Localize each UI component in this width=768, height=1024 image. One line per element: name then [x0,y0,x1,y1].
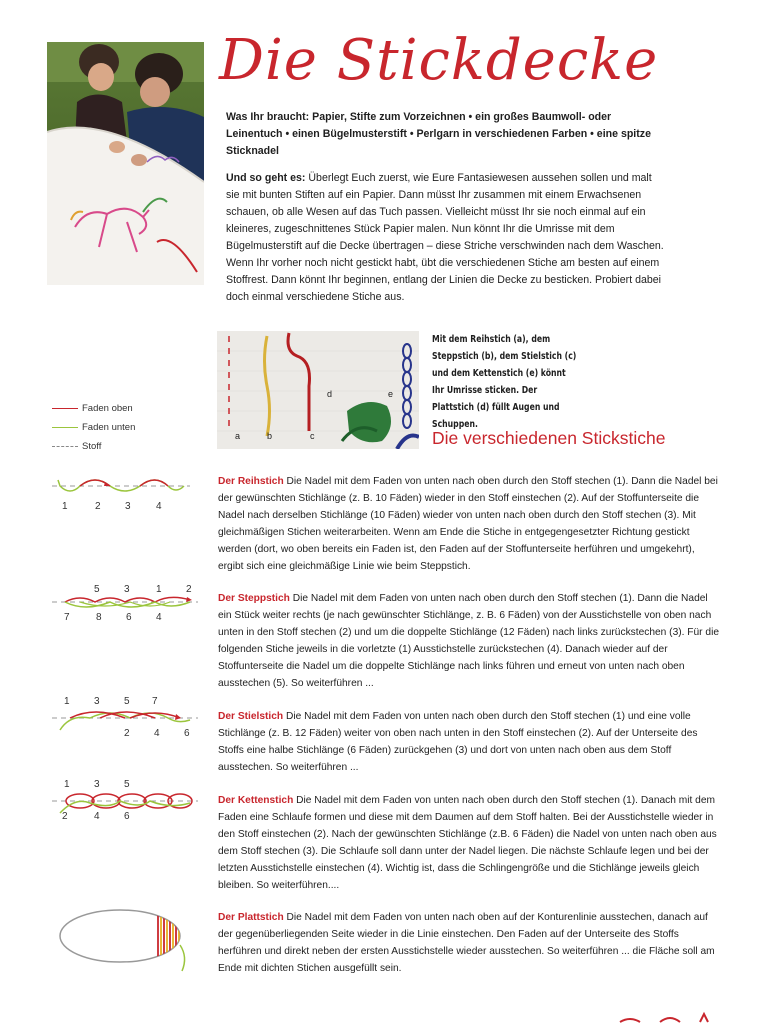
stem-stitch-diagram [50,694,200,740]
howto-paragraph [226,170,666,306]
stitch-name: Der Steppstich [218,593,290,604]
photo-label-d: d [327,389,333,399]
page-title: Die Stickdecke [219,28,659,93]
step-number: 2 [186,584,192,595]
step-number: 4 [94,811,100,822]
photo-label-b: b [267,431,273,441]
legend-label: Stoff [82,441,102,452]
red-line-icon [52,408,78,409]
intro-text [226,109,666,316]
step-number: 7 [64,612,70,623]
stitch-samples-photo [217,331,419,449]
step-number: 1 [156,584,162,595]
step-number: 3 [94,779,100,790]
diagram-legend [52,399,135,456]
materials-lead: Was Ihr braucht: [226,111,313,123]
step-number: 6 [126,612,132,623]
legend-item-thread-top [52,399,135,418]
materials-paragraph [226,109,666,160]
photo-label-a: a [235,431,241,441]
stitch-description: Die Nadel mit dem Faden von unten nach oben durch den Stoff stechen (1) und eine volle Stichlänge (z. B. 12 Fäden) weiter von oben nach unten in den Stoff einstechen (2). Auf der Unterseite des Stoffs eine halbe Stichlänge (6 Fäden) zurückgehen (3) und dort von unten nach oben aus dem Stoff ausstechen. So weiterführen ... [218,711,698,773]
step-number: 3 [125,501,131,512]
step-number: 5 [124,779,130,790]
chain-stitch-diagram [50,777,200,823]
stitch-name: Der Reihstich [218,476,284,487]
photo-label-c: c [310,431,315,441]
stitch-name: Der Kettenstich [218,795,294,806]
stitch-description: Die Nadel mit dem Faden von unten nach oben auf der Konturenlinie ausstechen, danach auf der gegenüberliegenden Seite wieder in die Linie einstechen. Den Faden auf der Unterseite des Stoffs herführen und direkt neben der ersten Ausstichstelle wieder ausstechen. So weiterführen ... die Fläche soll am Ende mit dichten Stichen ausgefüllt sein. [218,912,715,974]
howto-lead: Und so geht es: [226,172,309,184]
chain-stitch-text [218,792,722,894]
running-stitch-diagram [50,472,200,516]
step-number: 1 [64,696,70,707]
step-number: 6 [124,811,130,822]
legend-label: Faden unten [82,422,136,433]
step-number: 4 [156,501,162,512]
running-stitch-text [218,473,722,575]
howto-text: Überlegt Euch zuerst, wie Eure Fantasiewesen aussehen sollen und malt sie mit bunten Stiften auf ein Papier. Dann müsst Ihr zusammen mit einem Erwachsenen schauen, ob alle Wesen auf das Tuch passen. Vielleicht müsst Ihr sie noch einmal auf ein kleineres, zugeschnittenes Stück Papier malen. Nun könnt Ihr die Umrisse mit dem Bügelmusterstift auf die Decke übertragen – diese Striche verschwinden nach dem Waschen. Wenn Ihr vorher noch nicht gestickt habt, übt die verschiedenen Stiche am besten auf einem Stoffrest. Dann könnt Ihr beginnen, entlang der Linien die Decke zu besticken. Probiert dabei doch einmal verschiedene Stiche aus. [226,172,664,303]
step-number: 4 [156,612,162,623]
step-number: 2 [124,728,130,739]
step-number: 2 [62,811,68,822]
stitch-description: Die Nadel mit dem Faden von unten nach oben durch den Stoff stechen (1). Danach mit dem Faden eine Schlaufe formen und diese mit dem Daumen auf dem Stoff halten. Bei der Ausstichstelle wieder in den Stoff einstechen (2). Nach der gewünschten Stichlänge (z.B. 6 Fäden) die Nadel von unten nach oben aus dem Stoff stechen (3). Die Schlaufe soll dann unter der Nadel liegen. Die nächste Schlaufe legen und bei der letzten Ausstichstelle einstechen (4). Wichtig ist, dass die Schlingengröße und die Stichlänge jeweils gleich bleiben. So weiterführen.... [218,795,717,891]
step-number: 7 [152,696,158,707]
stitch-name: Der Plattstich [218,912,284,923]
step-number: 8 [96,612,102,623]
children-embroidering-photo [47,42,204,285]
photo-caption: Mit dem Reihstich (a), dem Steppstich (b), dem Stielstich (c) und dem Kettenstich (e) könnt Ihr Umrisse sticken. Der Plattstich (d) füllt Augen und Schuppen. [432,334,577,430]
materials-list: Papier, Stifte zum Vorzeichnen • ein großes Baumwoll- oder Leinentuch • einen Bügelmusterstift • Perlgarn in verschiedenen Farben • eine spitze Sticknadel [226,111,651,157]
step-number: 1 [62,501,68,512]
stitch-description: Die Nadel mit dem Faden von unten nach oben durch den Stoff stechen (1). Dann die Nadel bei der gewünschten Stichlänge (z. B. 10 Fäden) wieder in den Stoff einstechen (2). Auf der Stoffunterseite die Nadel nach derselben Stichlänge (10 Fäden) wieder von unten nach oben durch den Stoff stechen (3). Mit gleichmäßigen Stichen weiterarbeiten. Wenn am Ende die Stiche in entgegengesetzter Richtung gestickt werden (dort, wo oben bereits ein Faden ist, den Faden auf der Stoffunterseite herführen und umgekehrt), ergibt sich eine gleichmäßige Linie wie beim Steppstich. [218,476,718,572]
backstitch-diagram [50,580,200,624]
step-number: 5 [94,584,100,595]
legend-label: Faden oben [82,403,133,414]
stem-stitch-text [218,708,722,776]
green-line-icon [52,427,78,428]
backstitch-text [218,590,722,692]
step-number: 4 [154,728,160,739]
step-number: 1 [64,779,70,790]
step-number: 2 [95,501,101,512]
satin-stitch-diagram [50,905,200,975]
stitch-name: Der Stielstich [218,711,284,722]
dashed-line-icon [52,446,78,447]
footer-logo-mark [600,1010,740,1024]
step-number: 3 [94,696,100,707]
legend-item-thread-bottom [52,418,135,437]
step-number: 3 [124,584,130,595]
legend-item-fabric [52,437,135,456]
photo-label-e: e [388,389,394,399]
satin-stitch-text [218,909,722,977]
section-subtitle: Die verschiedenen Stickstiche [432,428,666,448]
stitch-description: Die Nadel mit dem Faden von unten nach oben durch den Stoff stechen (1). Dann die Nadel ein Stück weiter rechts (je nach gewünschter Stichlänge, z. B. 6 Fäden) von der Ausstichstelle von oben nach unten in den Stoff stechen (2) und um die doppelte Stichlänge (12 Fäden) nach links zurückstechen (3). Für die folgenden Stiche jeweils in die vorletzte (1) Ausstichstelle zurückstechen (4). Danach wieder auf der Stoffunterseite die Nadel um die doppelte Stichlänge nach links führen und erneut von unten nach oben ausstechen (5). So weiterführen ... [218,593,719,689]
step-number: 6 [184,728,190,739]
step-number: 5 [124,696,130,707]
